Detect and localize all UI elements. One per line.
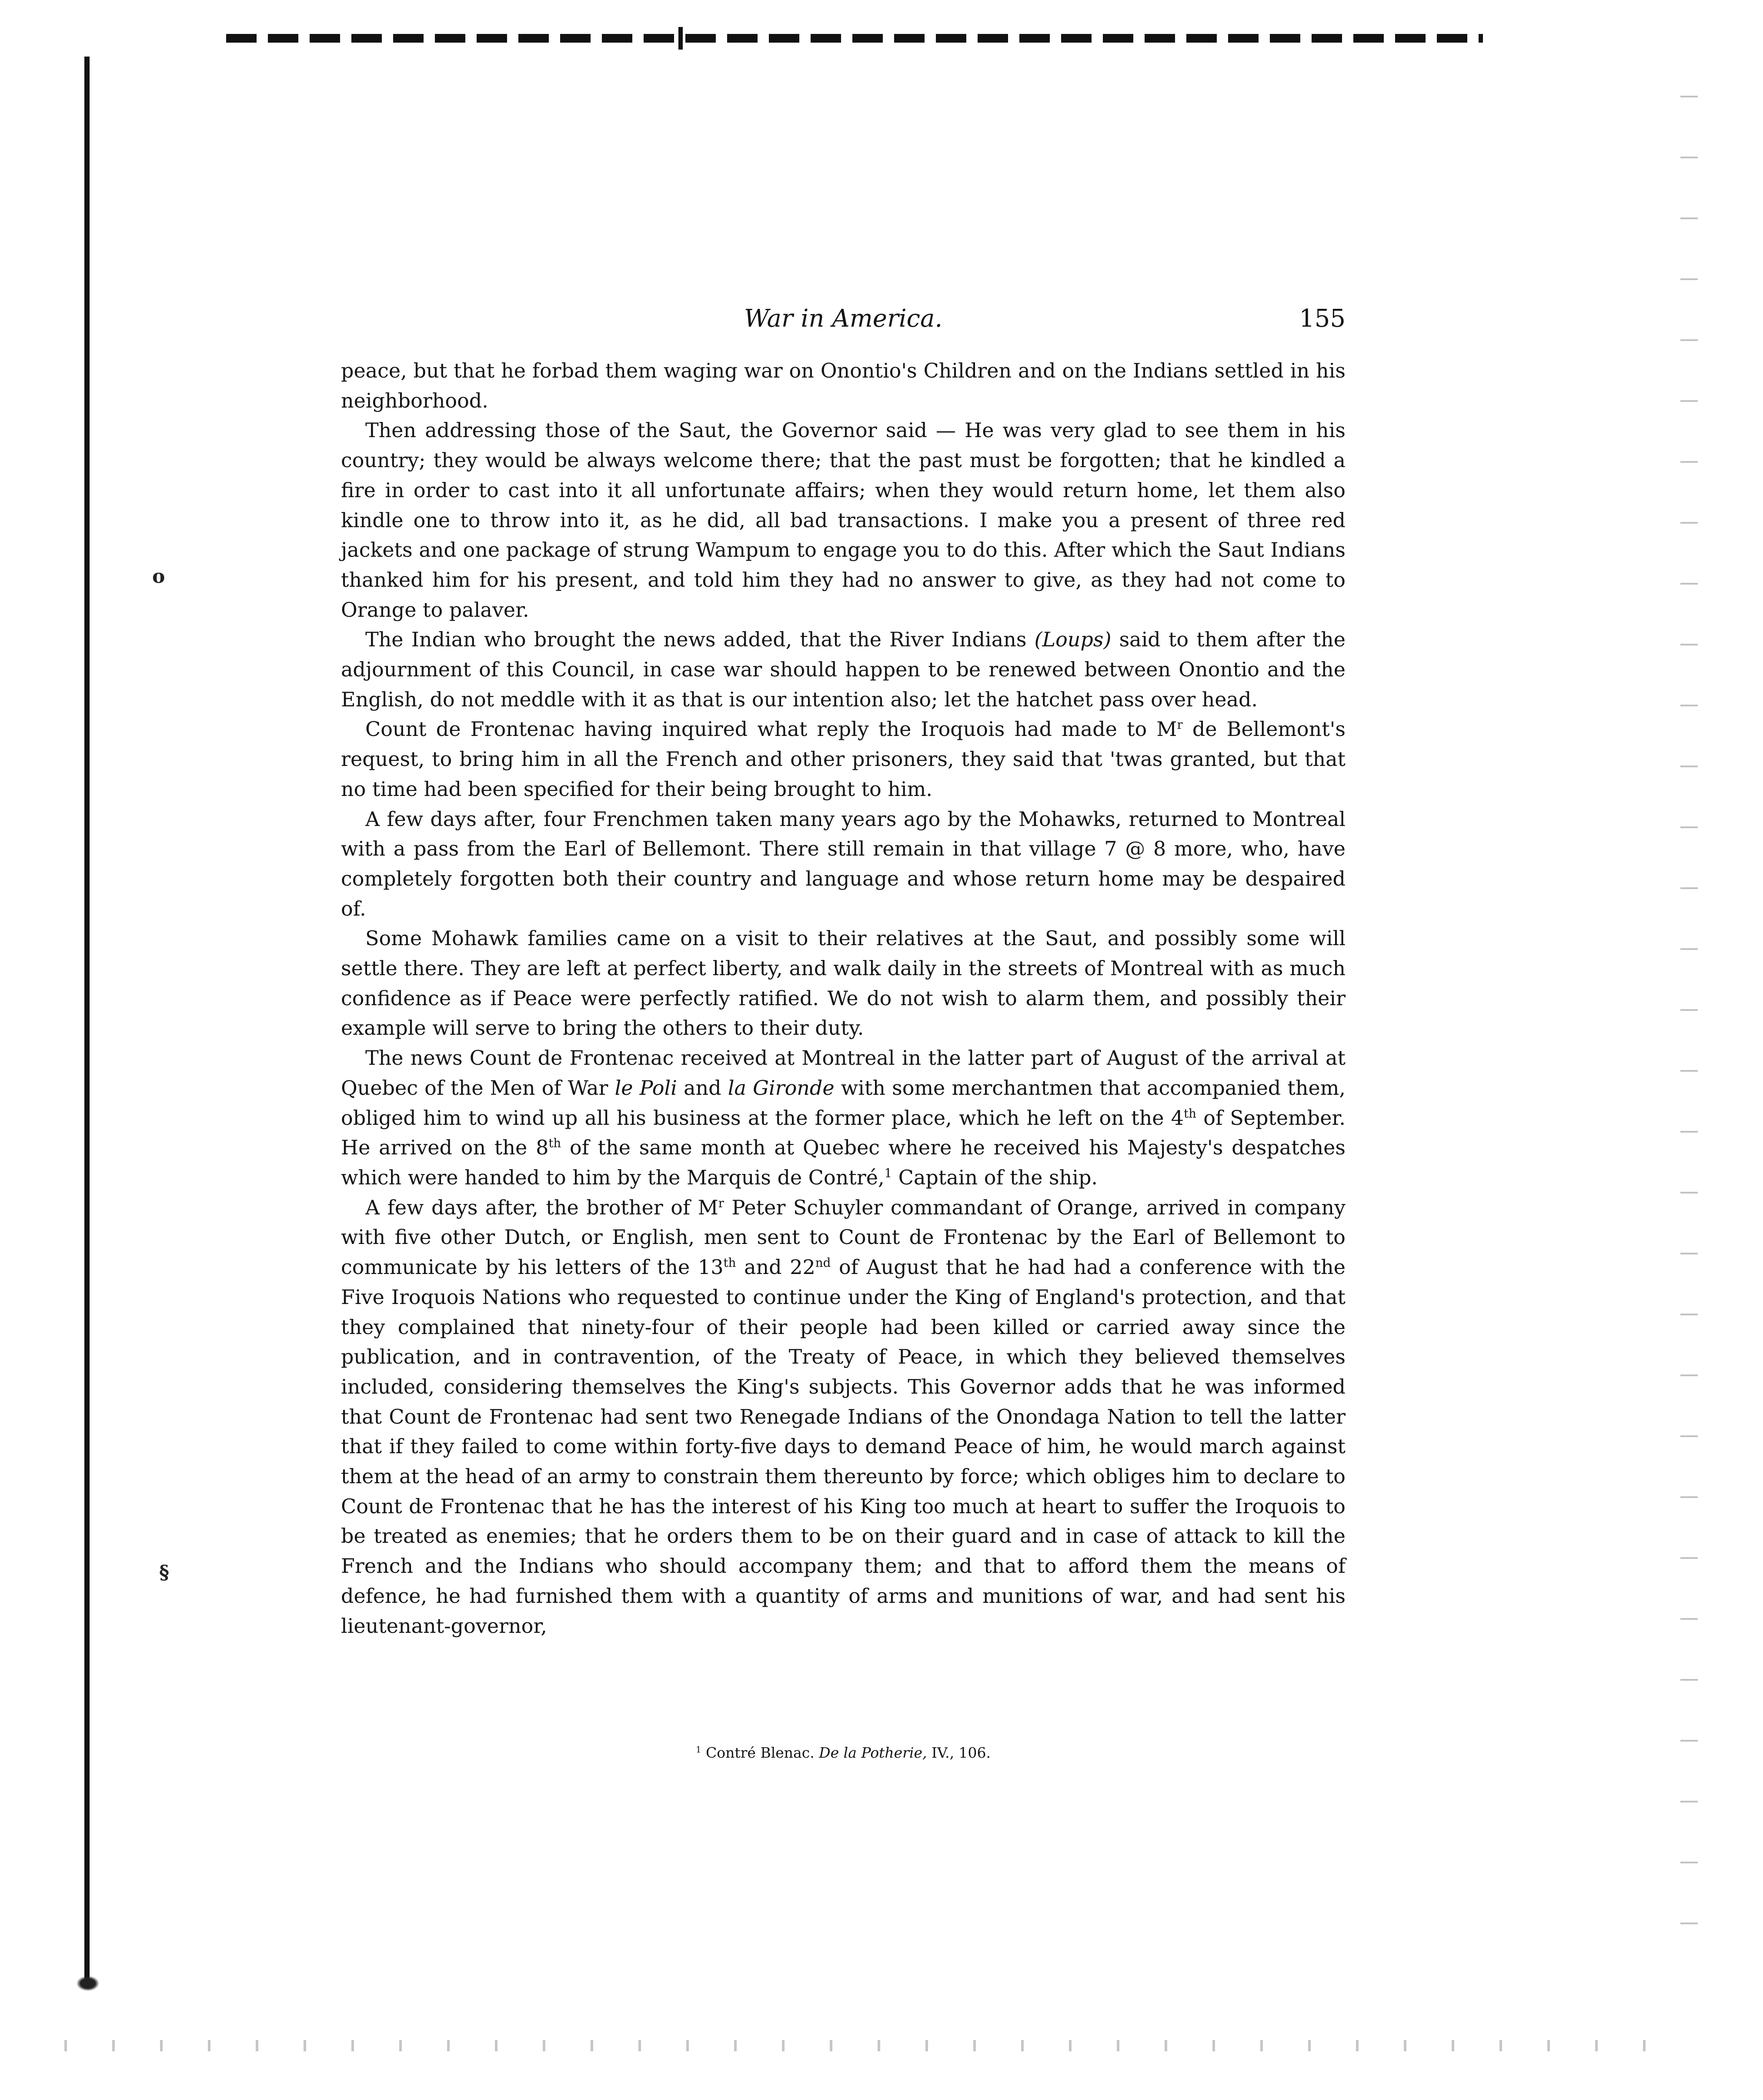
- paragraph-8-text-3: and 22: [736, 1255, 815, 1279]
- paragraph-8-sup-1: r: [718, 1196, 724, 1211]
- bottom-edge-speckle: [48, 2040, 1657, 2051]
- margin-mark-lower: §: [159, 1562, 170, 1584]
- footnote-source: De la Potherie,: [819, 1744, 927, 1761]
- paragraph-7-ship-1: le Poli: [614, 1076, 677, 1100]
- paragraph-3-text-a: The Indian who brought the news added, that the River Indians: [365, 628, 1035, 652]
- paragraph-8-sup-2: th: [723, 1255, 736, 1270]
- paragraph-7-sup-1: th: [1184, 1106, 1196, 1121]
- paragraph-7-text-2: and: [677, 1076, 728, 1100]
- paragraph-2: Then addressing those of the Saut, the Governor said — He was very glad to see them in his country; they would be always welcome there; that the past must be forgotten; that he kindled a fire in order to cast into it all unfortunate affairs; when they would return home, let them also kindle one to throw into it, as he did, all bad transactions. I make you a present of three red jackets and one package of strung Wampum to engage you to do this. After which the Saut Indians thanked him for his present, and told him they had no answer to give, as they had not come to Orange to palaver.: [341, 418, 1346, 622]
- page-header: [341, 304, 1346, 339]
- paragraph-7-text-3: with some merchantmen that accompanied them, obliged him to wind up all his business at the former place, which he left on the 4: [341, 1076, 1346, 1130]
- paragraph-4: [341, 714, 1346, 804]
- margin-mark-upper: o: [152, 565, 165, 588]
- footnote: [341, 1744, 1346, 1761]
- paragraph-3: [341, 625, 1346, 714]
- paragraph-7-text-6: Captain of the ship.: [892, 1165, 1098, 1189]
- paragraph-8-text-4: of August that he had had a conference with the Five Iroquois Nations who requested to continue under the King of England's protection, and that they complained that ninety-four of their people had been killed or carried away since the publication, and in contravention, of the Treaty of Peace, in which they believed themselves included, considering themselves the King's subjects. This Governor adds that he was informed that Count de Frontenac had sent two Renegade Indians of the Onondaga Nation to tell the latter that if they failed to come within forty-five days to demand Peace of him, he would march against them at the head of an army to constrain them thereunto by force; which obliges him to declare to Count de Frontenac that he has the interest of his King too much at heart to suffer the Iroquois to be treated as enemies; that he orders them to be on their guard and in case of attack to kill the French and the Indians who should accompany them; and that to afford them the means of defence, he had furnished them with a quantity of arms and munitions of war, and had sent his lieutenant-governor,: [341, 1255, 1346, 1638]
- page-number: 155: [1299, 304, 1346, 333]
- paragraph-3-text-b: said to them after the adjournment of this Council, in case war should happen to be renewed between Onontio and the English, do not meddle with it as that is our intention also; let the hatchet pass over head.: [341, 628, 1346, 711]
- body-text: [341, 356, 1346, 1641]
- paragraph-7-ship-2: la Gironde: [728, 1076, 835, 1100]
- paragraph-4-text-a: Count de Frontenac having inquired what reply the Iroquois had made to M: [365, 717, 1177, 741]
- paragraph-5: A few days after, four Frenchmen taken many years ago by the Mohawks, returned to Montreal with a pass from the Earl of Bellemont. There still remain in that village 7 @ 8 more, who, have completely forgotten both their country and language and whose return home may be despaired of.: [341, 807, 1346, 920]
- paragraph-4-text-b: de Bellemont's request, to bring him in all the French and other prisoners, they said that 'twas granted, but that no time had been specified for their being brought to him.: [341, 717, 1346, 801]
- paragraph-4-sup: r: [1177, 718, 1183, 732]
- footnote-marker: 1: [695, 1745, 701, 1755]
- paragraph-8-sup-3: nd: [815, 1255, 831, 1270]
- paragraph-7-text-1: The news Count de Frontenac received at Montreal in the latter part of August of the arrival at Quebec of the Men of War: [341, 1046, 1346, 1100]
- paragraph-1: peace, but that he forbad them waging war on Onontio's Children and on the Indians settled in his neighborhood.: [341, 359, 1346, 412]
- top-edge-print-bar: [226, 34, 1483, 43]
- paragraph-8: [341, 1193, 1346, 1641]
- footnote-ref-1: 1: [884, 1166, 892, 1180]
- right-edge-speckle: [1680, 70, 1698, 1983]
- running-title: War in America.: [744, 304, 943, 333]
- paragraph-7: [341, 1043, 1346, 1193]
- footnote-text: Contré Blenac.: [701, 1744, 819, 1761]
- paragraph-6: Some Mohawk families came on a visit to their relatives at the Saut, and possibly some will settle there. They are left at perfect liberty, and walk daily in the streets of Montreal with as much confidence as if Peace were perfectly ratified. We do not wish to alarm them, and possibly their example will serve to bring the others to their duty.: [341, 926, 1346, 1040]
- paragraph-7-text-5: of the same month at Quebec where he received his Majesty's despatches which were handed to him by the Marquis de Contré,: [341, 1136, 1346, 1189]
- left-binding-blot: [75, 1975, 101, 1992]
- top-edge-print-mark: [678, 27, 683, 50]
- footnote-ref: IV., 106.: [927, 1744, 991, 1761]
- paragraph-7-sup-2: th: [548, 1136, 561, 1150]
- paragraph-8-text-2: Peter Schuyler commandant of Orange, arrived in company with five other Dutch, or English, men sent to Count de Frontenac by the Earl of Bellemont to communicate by his letters of the 13: [341, 1195, 1346, 1279]
- paragraph-7-text-4: of September. He arrived on the 8: [341, 1106, 1346, 1160]
- left-binding-rule: [84, 57, 90, 1988]
- paragraph-3-italic: (Loups): [1034, 628, 1112, 652]
- paragraph-8-text-1: A few days after, the brother of M: [365, 1195, 718, 1219]
